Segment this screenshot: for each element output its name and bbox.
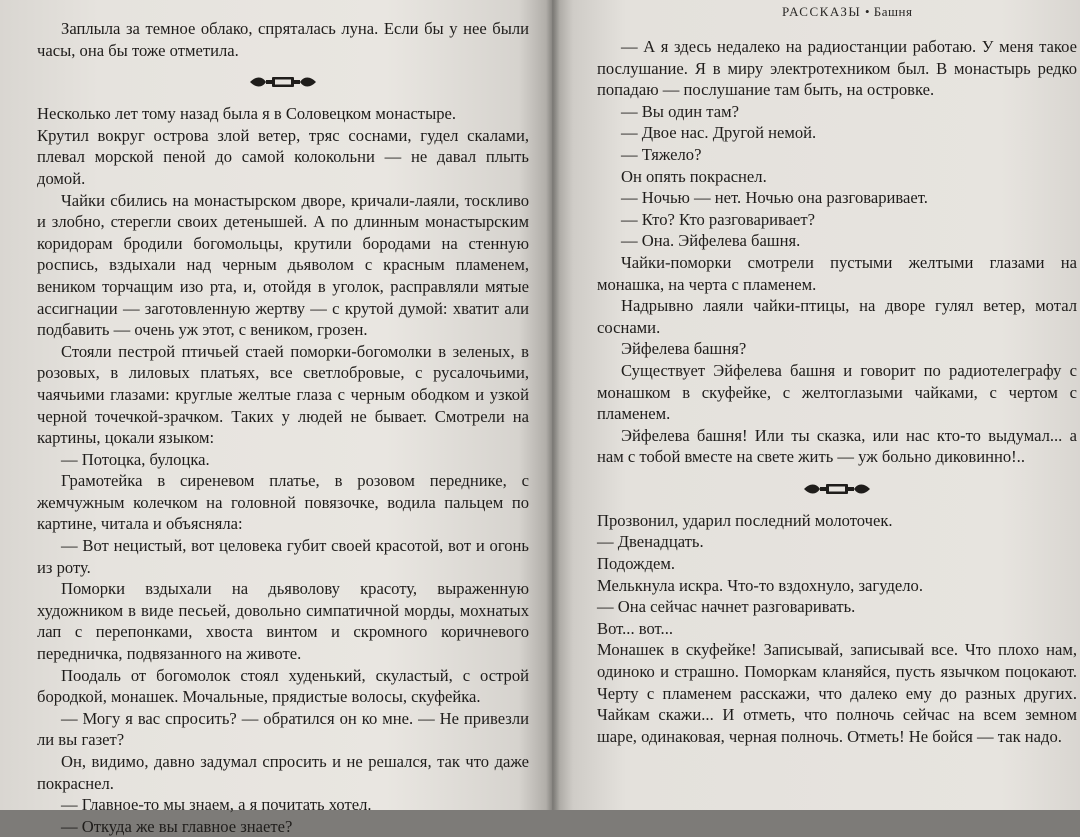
paragraph: — Вот нецистый, вот целовека губит своей красотой, вот и огонь из роту.: [37, 536, 529, 577]
paragraph: Эйфелева башня! Или ты сказка, или нас кто-то выдумал... а нам с тобой вместе на свете жить — уж больно диковинно!..: [597, 425, 1077, 467]
book-gutter: [546, 0, 560, 810]
header-title: Башня: [873, 4, 913, 19]
paragraph: — Потоцка, булоцка.: [61, 449, 210, 469]
paragraph: Поморки вздыхали на дьяволову красоту, выраженную художником в виде песьей, довольно симпатичной морды, мохнатых лап с перепонками, хвоста винтом и скромного коричневого передничка, подвязанного на животе.: [37, 579, 529, 664]
paragraph: — Двое нас. Другой немой.: [621, 123, 817, 143]
paragraph: — Двенадцать.: [597, 532, 704, 552]
paragraph: Несколько лет тому назад была я в Соловецком монастыре.: [37, 104, 457, 124]
paragraph: — Вы один там?: [621, 101, 739, 121]
paragraph: — Ночью — нет. Ночью она разговаривает.: [621, 188, 928, 208]
paragraph: — А я здесь недалеко на радиостанции работаю. У меня такое послушание. Я в миру электротехником был. В монастырь редко попадаю — послушание там быть, на островке.: [597, 37, 1077, 100]
header-section: РАССКАЗЫ: [782, 4, 862, 19]
paragraph: Подождем.: [597, 554, 676, 574]
paragraph: Крутил вокруг острова злой ветер, тряс соснами, гудел скалами, плевал морской пеной до самой колокольни — не давал плыть домой.: [37, 125, 529, 188]
paragraph: — Кто? Кто разговаривает?: [621, 209, 815, 229]
left-page-text: [37, 18, 529, 837]
paragraph: Вот... вот...: [597, 618, 673, 638]
paragraph: — Она сейчас начнет разговаривать.: [597, 597, 856, 617]
right-page: [552, 0, 1080, 810]
paragraph: — Она. Эйфелева башня.: [621, 231, 801, 251]
paragraph: Грамотейка в сиреневом платье, в розовом переднике, с жемчужным колечком на головной повязочке, водила пальцем по картине, читала и объясняла:: [37, 471, 529, 534]
paragraph: Поодаль от богомолок стоял худенький, скуластый, с острой бородкой, монашек. Мочальные, прядистые волосы, скуфейка.: [37, 665, 529, 707]
paragraph: Он, видимо, давно задумал спросить и не решался, так что даже покраснел.: [37, 752, 529, 793]
ornament-icon: [597, 468, 1077, 510]
paragraph: — Откуда же вы главное знаете?: [61, 816, 293, 836]
paragraph: — Главное-то мы знаем, а я почитать хотел.: [61, 795, 372, 815]
paragraph: Надрывно лаяли чайки-птицы, на дворе гулял ветер, мотал соснами.: [597, 296, 1077, 337]
paragraph: Монашек в скуфейке! Записывай, записывай все. Что плохо нам, одиноко и страшно. Поморкам кланяйся, пусть язычком поцокают. Черту с пламенем расскажи, что далеко ему до разных других. Чайкам скажи... И отметь, что полночь сейчас на всем земном шаре, одинаковая, черная полночь. Отметь! Не бойся — так надо.: [597, 640, 1077, 746]
paragraph: Чайки-поморки смотрели пустыми желтыми глазами на монашка, на черта с пламенем.: [597, 252, 1077, 294]
running-header: [782, 4, 912, 20]
paragraph: Заплыла за темное облако, спряталась луна. Если бы у нее были часы, она бы тоже отметила.: [37, 19, 529, 60]
paragraph: Мелькнула искра. Что-то вздохнуло, загудело.: [597, 575, 923, 595]
ornament-icon: [37, 61, 529, 103]
paragraph: Эйфелева башня?: [621, 339, 747, 359]
paragraph: — Могу я вас спросить? — обратился он ко мне. — Не привезли ли вы газет?: [37, 708, 529, 750]
paragraph: Существует Эйфелева башня и говорит по радиотелеграфу с монашком в скуфейке, с желтоглазыми чайками, с чертом с пламенем.: [597, 360, 1077, 424]
paragraph: Прозвонил, ударил последний молоточек.: [597, 510, 893, 530]
paragraph: Чайки сбились на монастырском дворе, кричали-лаяли, тоскливо и злобно, стерегли своих детенышей. А по длинным монастырским коридорам бродили богомольцы, крутили бородами на стенную роспись, вздыхали над черным дьяволом с красным пламенем, веником торчащим изо рта, и, отойдя в уголок, расправляли мятые ассигнации — заготовленную жертву — с крутой думой: хватит али подбавить — очень уж этот, с веником, грозен.: [37, 190, 529, 340]
paragraph: Он опять покраснел.: [621, 166, 767, 186]
paragraph: Стояли пестрой птичьей стаей поморки-богомолки в зеленых, в розовых, в лиловых платьях, все светлобровые, с русалочьими, чаячьими глазами: круглые желтые глаза с черным ободком и узкой черной точечкой-зрачком. Таких у людей не бывает. Смотрели на картины, цокали языком:: [37, 341, 529, 448]
paragraph: — Тяжело?: [621, 144, 702, 164]
right-page-text: [597, 36, 1077, 747]
header-bullet: •: [864, 4, 871, 19]
